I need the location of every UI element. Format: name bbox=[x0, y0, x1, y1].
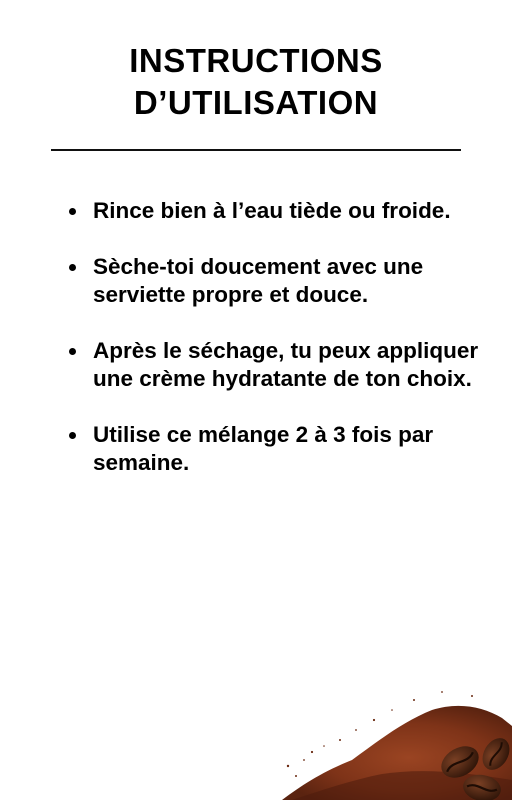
bullet-dot bbox=[69, 432, 76, 439]
instruction-item-moisturize bbox=[0, 337, 512, 393]
page-title bbox=[0, 40, 512, 124]
coffee-grounds-image bbox=[282, 680, 512, 800]
title-divider bbox=[51, 149, 461, 151]
title-line-2: D’UTILISATION bbox=[133, 84, 379, 121]
bullet-dot bbox=[69, 264, 76, 271]
instruction-text: Sèche-toi doucement avec une serviette propre et douce. bbox=[93, 254, 424, 307]
instruction-list bbox=[0, 197, 512, 505]
bullet-dot bbox=[69, 348, 76, 355]
instruction-text: Utilise ce mélange 2 à 3 fois par semaine. bbox=[93, 422, 434, 475]
instruction-item-dry bbox=[0, 253, 512, 309]
instruction-item-rinse bbox=[0, 197, 512, 225]
instruction-text: Rince bien à l’eau tiède ou froide. bbox=[93, 198, 451, 223]
instruction-item-frequency bbox=[0, 421, 512, 477]
title-line-1: INSTRUCTIONS bbox=[129, 42, 383, 79]
instruction-text: Après le séchage, tu peux appliquer une crème hydratante de ton choix. bbox=[93, 338, 479, 391]
bullet-dot bbox=[69, 208, 76, 215]
